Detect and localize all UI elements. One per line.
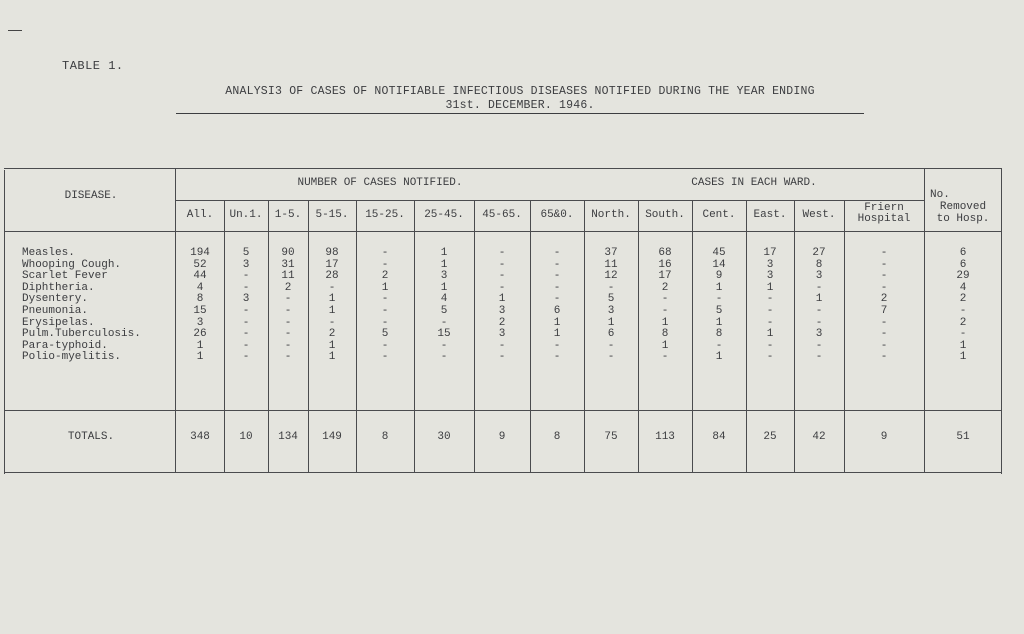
header-age-65-over: 65&0. [540, 209, 574, 221]
cell-age-25-45: 15 [437, 328, 451, 341]
cell-age-25-45: - [440, 316, 448, 329]
cell-removed-to-hosp: 6 [959, 258, 967, 271]
header-friern-2: Hospital [857, 213, 911, 225]
header-removed-1: No. [930, 189, 950, 201]
cell-under-1: - [242, 339, 250, 352]
cell-age-65-over: 1 [553, 316, 561, 329]
cell-central: 1 [715, 351, 723, 364]
header-south: South. [645, 209, 685, 221]
cell-all: 1 [196, 339, 204, 352]
cell-age-25-45: 1 [440, 281, 448, 294]
cell-friern-hospital: - [880, 281, 888, 294]
cell-age-1-5: - [284, 351, 292, 364]
cell-age-1-5: - [284, 305, 292, 317]
cell-south: 68 [658, 247, 672, 259]
cell-north: - [607, 351, 615, 364]
cell-north: 12 [604, 270, 618, 283]
cell-east: - [766, 339, 774, 352]
cell-age-5-15: 1 [328, 293, 336, 306]
cell-age-65-over: - [553, 351, 561, 364]
cell-friern-hospital: - [880, 270, 888, 283]
row-disease-name: Whooping Cough. [22, 258, 122, 271]
cell-east: 17 [763, 247, 777, 259]
cell-age-5-15: 98 [325, 247, 339, 259]
cell-age-65-over: - [553, 270, 561, 283]
cell-age-5-15: 1 [328, 305, 336, 317]
cell-south: 16 [658, 258, 672, 271]
cell-removed-to-hosp: 1 [959, 351, 967, 364]
cell-age-5-15: - [328, 316, 336, 329]
total-age-45-65: 9 [498, 431, 506, 443]
cell-north: 37 [604, 247, 618, 259]
cell-under-1: 3 [242, 258, 250, 271]
row-disease-name: Polio-myelitis. [22, 351, 122, 364]
cell-all: 44 [193, 270, 207, 283]
cell-all: 15 [193, 305, 207, 317]
cell-age-1-5: 90 [281, 247, 295, 259]
cell-west: - [815, 316, 823, 329]
header-cases-in-ward: CASES IN EACH WARD. [691, 177, 817, 189]
header-age-15-25: 15-25. [365, 209, 405, 221]
cell-age-5-15: 28 [325, 270, 339, 283]
total-west: 42 [812, 431, 826, 443]
header-under-1: Un.1. [229, 209, 263, 221]
cell-age-45-65: 1 [498, 293, 506, 306]
cell-age-15-25: - [381, 247, 389, 259]
cell-south: - [661, 305, 669, 317]
cell-age-15-25: - [381, 293, 389, 306]
totals-label: TOTALS. [67, 431, 115, 443]
cell-age-45-65: - [498, 270, 506, 283]
total-all: 348 [190, 431, 210, 443]
cell-west: 3 [815, 270, 823, 283]
cell-age-15-25: - [381, 258, 389, 271]
cell-removed-to-hosp: 1 [959, 339, 967, 352]
cell-east: 3 [766, 258, 774, 271]
cell-under-1: - [242, 316, 250, 329]
header-all: All. [186, 209, 214, 221]
cell-central: - [715, 339, 723, 352]
cell-age-1-5: - [284, 316, 292, 329]
total-age-25-45: 30 [437, 431, 451, 443]
cell-age-1-5: 2 [284, 281, 292, 294]
cell-age-1-5: - [284, 328, 292, 341]
cell-age-15-25: - [381, 339, 389, 352]
cell-central: 1 [715, 316, 723, 329]
cell-removed-to-hosp: 2 [959, 293, 967, 306]
row-disease-name: Para-typhoid. [22, 339, 108, 352]
cell-central: 1 [715, 281, 723, 294]
cell-north: 3 [607, 305, 615, 317]
cell-west: 1 [815, 293, 823, 306]
header-number-notified: NUMBER OF CASES NOTIFIED. [297, 177, 463, 189]
cell-age-65-over: - [553, 258, 561, 271]
total-under-1: 10 [239, 431, 253, 443]
cell-age-65-over: 1 [553, 328, 561, 341]
cell-all: 4 [196, 281, 204, 294]
total-south: 113 [655, 431, 675, 443]
cell-all: 8 [196, 293, 204, 306]
header-age-45-65: 45-65. [482, 209, 522, 221]
cell-age-1-5: - [284, 293, 292, 306]
cell-age-15-25: 5 [381, 328, 389, 341]
cell-age-45-65: - [498, 281, 506, 294]
cell-west: 3 [815, 328, 823, 341]
cell-friern-hospital: - [880, 258, 888, 271]
total-age-5-15: 149 [322, 431, 342, 443]
cell-age-5-15: 17 [325, 258, 339, 271]
cell-age-1-5: 11 [281, 270, 295, 283]
cell-central: 8 [715, 328, 723, 341]
cell-age-25-45: - [440, 351, 448, 364]
cell-age-65-over: - [553, 281, 561, 294]
total-age-65-over: 8 [553, 431, 561, 443]
cell-north: - [607, 339, 615, 352]
cell-west: - [815, 281, 823, 294]
cell-all: 194 [190, 247, 210, 259]
cell-age-25-45: 1 [440, 258, 448, 271]
cell-north: 6 [607, 328, 615, 341]
cell-friern-hospital: 7 [880, 305, 888, 317]
cell-age-45-65: 3 [498, 305, 506, 317]
cell-friern-hospital: - [880, 339, 888, 352]
cell-central: 14 [712, 258, 726, 271]
cell-south: 1 [661, 316, 669, 329]
cell-age-15-25: - [381, 351, 389, 364]
cell-all: 52 [193, 258, 207, 271]
total-removed-to-hosp: 51 [956, 431, 970, 443]
cell-age-65-over: - [553, 293, 561, 306]
cell-under-1: - [242, 328, 250, 341]
cell-age-25-45: - [440, 339, 448, 352]
cell-age-45-65: - [498, 351, 506, 364]
cell-age-65-over: - [553, 339, 561, 352]
header-removed-2: Removed [939, 201, 987, 213]
cell-west: 27 [812, 247, 826, 259]
cell-east: - [766, 351, 774, 364]
table-border-bottom [4, 472, 1002, 473]
cell-central: - [715, 293, 723, 306]
cell-removed-to-hosp: 4 [959, 281, 967, 294]
cell-west: - [815, 339, 823, 352]
cell-age-45-65: - [498, 258, 506, 271]
cell-all: 3 [196, 316, 204, 329]
cell-age-25-45: 5 [440, 305, 448, 317]
row-disease-name: Dysentery. [22, 293, 89, 306]
cell-friern-hospital: - [880, 351, 888, 364]
cell-south: 2 [661, 281, 669, 294]
cell-west: - [815, 305, 823, 317]
cell-age-5-15: - [328, 281, 336, 294]
cell-east: - [766, 293, 774, 306]
cell-removed-to-hosp: 6 [959, 247, 967, 259]
cell-central: 9 [715, 270, 723, 283]
cell-under-1: 5 [242, 247, 250, 259]
cell-age-5-15: 2 [328, 328, 336, 341]
header-north: North. [591, 209, 631, 221]
cell-north: 1 [607, 316, 615, 329]
cell-east: - [766, 305, 774, 317]
total-central: 84 [712, 431, 726, 443]
table-label: TABLE 1. [62, 59, 124, 73]
header-removed-3: to Hosp. [936, 213, 990, 225]
cell-east: 3 [766, 270, 774, 283]
header-age-1-5: 1-5. [274, 209, 302, 221]
cell-age-15-25: 2 [381, 270, 389, 283]
header-age-25-45: 25-45. [424, 209, 464, 221]
cell-age-15-25: - [381, 316, 389, 329]
cell-age-45-65: - [498, 247, 506, 259]
cell-age-25-45: 1 [440, 247, 448, 259]
total-age-15-25: 8 [381, 431, 389, 443]
header-rule [4, 231, 1002, 232]
cell-age-1-5: - [284, 339, 292, 352]
table-border-top [4, 168, 1002, 169]
total-north: 75 [604, 431, 618, 443]
cell-north: 5 [607, 293, 615, 306]
total-friern-hospital: 9 [880, 431, 888, 443]
cell-central: 45 [712, 247, 726, 259]
row-disease-name: Pulm.Tuberculosis. [22, 328, 141, 341]
cell-under-1: 3 [242, 293, 250, 306]
cell-age-25-45: 4 [440, 293, 448, 306]
cell-all: 26 [193, 328, 207, 341]
cell-age-45-65: 2 [498, 316, 506, 329]
cell-removed-to-hosp: - [959, 328, 967, 341]
row-disease-name: Scarlet Fever [22, 270, 108, 283]
header-east: East. [753, 209, 787, 221]
subheader-rule [176, 200, 924, 201]
cell-friern-hospital: - [880, 328, 888, 341]
cell-friern-hospital: - [880, 247, 888, 259]
cell-south: 1 [661, 339, 669, 352]
cell-east: - [766, 316, 774, 329]
title-line-2: 31st. DECEMBER. 1946. [445, 99, 595, 112]
cell-age-5-15: 1 [328, 351, 336, 364]
cell-age-45-65: - [498, 339, 506, 352]
title-line-1: ANALYSI3 OF CASES OF NOTIFIABLE INFECTIOUS DISEASES NOTIFIED DURING THE YEAR ENDING [225, 85, 815, 98]
cell-age-5-15: 1 [328, 339, 336, 352]
cell-north: - [607, 281, 615, 294]
cell-central: 5 [715, 305, 723, 317]
cell-age-15-25: 1 [381, 281, 389, 294]
cell-south: 17 [658, 270, 672, 283]
cell-age-15-25: - [381, 305, 389, 317]
cell-all: 1 [196, 351, 204, 364]
row-disease-name: Erysipelas. [22, 316, 95, 329]
cell-south: 8 [661, 328, 669, 341]
cell-friern-hospital: 2 [880, 293, 888, 306]
cell-age-65-over: 6 [553, 305, 561, 317]
row-disease-name: Pneumonia. [22, 305, 89, 317]
cell-age-45-65: 3 [498, 328, 506, 341]
cell-under-1: - [242, 351, 250, 364]
row-disease-name: Diphtheria. [22, 281, 95, 294]
cell-friern-hospital: - [880, 316, 888, 329]
cell-age-1-5: 31 [281, 258, 295, 271]
cell-age-65-over: - [553, 247, 561, 259]
cell-east: 1 [766, 328, 774, 341]
header-central: Cent. [702, 209, 736, 221]
header-friern-1: Friern [864, 202, 904, 214]
cell-removed-to-hosp: 2 [959, 316, 967, 329]
cell-under-1: - [242, 305, 250, 317]
cell-under-1: - [242, 281, 250, 294]
cell-removed-to-hosp: 29 [956, 270, 970, 283]
cell-south: - [661, 351, 669, 364]
header-age-5-15: 5-15. [315, 209, 349, 221]
header-disease: DISEASE. [64, 190, 118, 202]
table-border-left [4, 170, 5, 474]
totals-rule [4, 410, 1002, 411]
total-east: 25 [763, 431, 777, 443]
cell-south: - [661, 293, 669, 306]
row-disease-name: Measles. [22, 247, 75, 259]
cell-removed-to-hosp: - [959, 305, 967, 317]
cell-west: - [815, 351, 823, 364]
total-age-1-5: 134 [278, 431, 298, 443]
cell-north: 11 [604, 258, 618, 271]
header-west: West. [802, 209, 836, 221]
cell-age-25-45: 3 [440, 270, 448, 283]
cell-under-1: - [242, 270, 250, 283]
cell-east: 1 [766, 281, 774, 294]
cell-west: 8 [815, 258, 823, 271]
